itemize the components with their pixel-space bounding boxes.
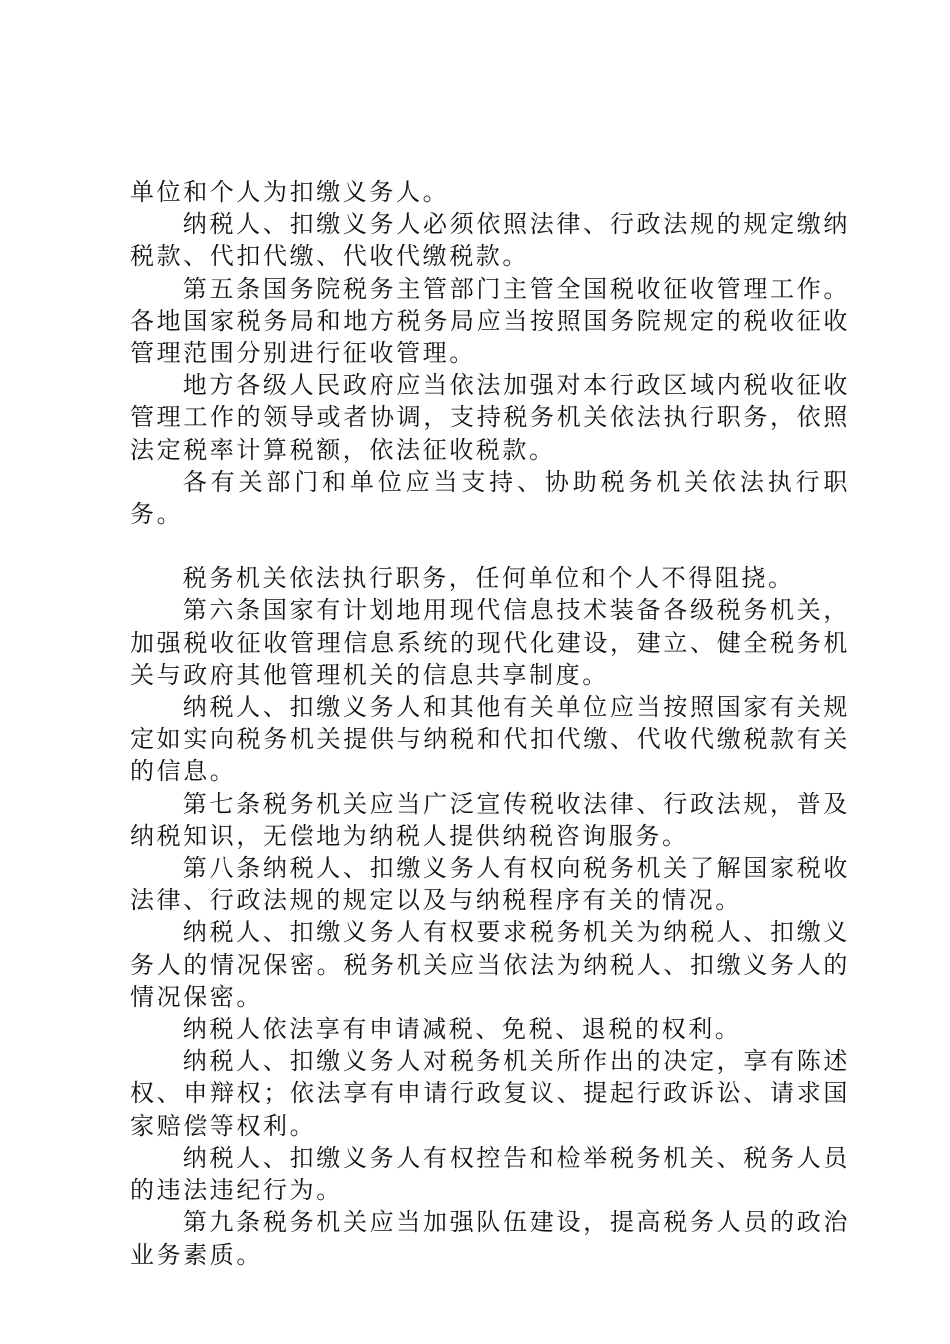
paragraph-continuation: 单位和个人为扣缴义务人。 (130, 178, 450, 206)
paragraph: 纳税人、扣缴义务人有权要求税务机关为纳税人、扣缴义务人的情况保密。税务机关应当依法为纳税人、扣缴义务人的情况保密。 (130, 918, 850, 1011)
paragraph: 纳税人、扣缴义务人必须依照法律、行政法规的规定缴纳税款、代扣代缴、代收代缴税款。 (130, 210, 850, 271)
paragraph: 纳税人、扣缴义务人对税务机关所作出的决定，享有陈述权、申辩权；依法享有申请行政复议、提起行政诉讼、请求国家赔偿等权利。 (130, 1047, 850, 1140)
paragraph-article-5: 第五条国务院税务主管部门主管全国税收征收管理工作。各地国家税务局和地方税务局应当按照国务院规定的税收征收管理范围分别进行征收管理。 (130, 274, 850, 368)
paragraph: 纳税人、扣缴义务人有权控告和检举税务机关、税务人员的违法违纪行为。 (130, 1143, 850, 1205)
paragraph-article-9: 第九条税务机关应当加强队伍建设，提高税务人员的政治业务素质。 (130, 1208, 850, 1269)
paragraph-article-7: 第七条税务机关应当广泛宣传税收法律、行政法规，普及纳税知识，无偿地为纳税人提供纳税咨询服务。 (130, 789, 850, 850)
paragraph: 地方各级人民政府应当依法加强对本行政区域内税收征收管理工作的领导或者协调，支持税务机关依法执行职务，依照法定税率计算税额，依法征收税款。 (130, 371, 850, 464)
paragraph: 纳税人、扣缴义务人和其他有关单位应当按照国家有关规定如实向税务机关提供与纳税和代扣代缴、代收代缴税款有关的信息。 (130, 693, 850, 786)
document-body (130, 176, 850, 1271)
paragraph: 税务机关依法执行职务，任何单位和个人不得阻挠。 (182, 564, 795, 593)
paragraph-article-8: 第八条纳税人、扣缴义务人有权向税务机关了解国家税收法律、行政法规的规定以及与纳税程序有关的情况。 (130, 854, 850, 915)
paragraph: 纳税人依法享有申请减税、免税、退税的权利。 (182, 1015, 742, 1044)
paragraph-gap (130, 530, 850, 562)
paragraph: 各有关部门和单位应当支持、协助税务机关依法执行职务。 (130, 467, 850, 529)
paragraph-article-6: 第六条国家有计划地用现代信息技术装备各级税务机关，加强税收征收管理信息系统的现代化建设，建立、健全税务机关与政府其他管理机关的信息共享制度。 (130, 596, 850, 689)
